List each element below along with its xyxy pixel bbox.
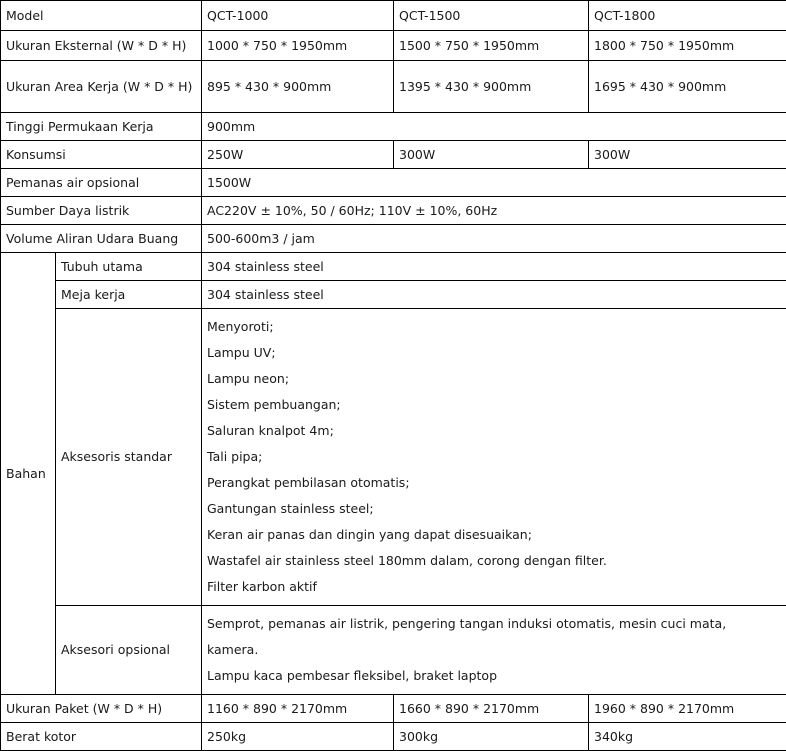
row-label-model: Model	[1, 1, 202, 31]
row-label-berat-kotor: Berat kotor	[1, 723, 202, 751]
table-row-meja-kerja	[1, 281, 786, 309]
row-label-aksesori-opsional: Aksesori opsional	[56, 606, 202, 695]
table-row-berat-kotor	[1, 723, 786, 751]
cell-ukuran-eksternal-qct1000: 1000 * 750 * 1950mm	[202, 31, 394, 61]
row-label-konsumsi: Konsumsi	[1, 141, 202, 169]
list-item: Lampu UV;	[207, 340, 780, 366]
cell-tinggi-permukaan-kerja-value: 900mm	[202, 113, 786, 141]
cell-model-qct1500: QCT-1500	[394, 1, 589, 31]
row-label-meja-kerja: Meja kerja	[56, 281, 202, 309]
table-row-volume-aliran-udara-buang	[1, 225, 786, 253]
cell-ukuran-area-kerja-qct1800: 1695 * 430 * 900mm	[589, 61, 786, 113]
table-row-tinggi-permukaan-kerja	[1, 113, 786, 141]
cell-aksesoris-standar-value	[202, 309, 786, 606]
cell-konsumsi-qct1500: 300W	[394, 141, 589, 169]
row-label-aksesoris-standar: Aksesoris standar	[56, 309, 202, 606]
table-row-ukuran-paket	[1, 695, 786, 723]
row-label-ukuran-eksternal: Ukuran Eksternal (W * D * H)	[1, 31, 202, 61]
aksesoris-standar-list	[207, 314, 780, 600]
cell-berat-kotor-qct1800: 340kg	[589, 723, 786, 751]
aksesori-opsional-list	[207, 611, 780, 689]
cell-konsumsi-qct1000: 250W	[202, 141, 394, 169]
cell-ukuran-paket-qct1000: 1160 * 890 * 2170mm	[202, 695, 394, 723]
table-row-sumber-daya-listrik	[1, 197, 786, 225]
cell-ukuran-area-kerja-qct1000: 895 * 430 * 900mm	[202, 61, 394, 113]
table-row-tubuh-utama	[1, 253, 786, 281]
table-row-aksesoris-standar	[1, 309, 786, 606]
row-label-ukuran-paket: Ukuran Paket (W * D * H)	[1, 695, 202, 723]
list-item: Saluran knalpot 4m;	[207, 418, 780, 444]
row-label-sumber-daya-listrik: Sumber Daya listrik	[1, 197, 202, 225]
row-label-tubuh-utama: Tubuh utama	[56, 253, 202, 281]
table-row-ukuran-area-kerja	[1, 61, 786, 113]
cell-volume-aliran-udara-buang-value: 500-600m3 / jam	[202, 225, 786, 253]
list-item: Menyoroti;	[207, 314, 780, 340]
list-item: Gantungan stainless steel;	[207, 496, 780, 522]
row-label-volume-aliran-udara-buang: Volume Aliran Udara Buang	[1, 225, 202, 253]
table-row-konsumsi	[1, 141, 786, 169]
cell-berat-kotor-qct1000: 250kg	[202, 723, 394, 751]
table-row-ukuran-eksternal	[1, 31, 786, 61]
row-label-ukuran-area-kerja: Ukuran Area Kerja (W * D * H)	[1, 61, 202, 113]
list-item: Filter karbon aktif	[207, 574, 780, 600]
list-item: Semprot, pemanas air listrik, pengering tangan induksi otomatis, mesin cuci mata, kamera.	[207, 611, 780, 663]
row-label-pemanas-air-opsional: Pemanas air opsional	[1, 169, 202, 197]
list-item: Wastafel air stainless steel 180mm dalam, corong dengan filter.	[207, 548, 780, 574]
cell-meja-kerja-value: 304 stainless steel	[202, 281, 786, 309]
table-row-pemanas-air-opsional	[1, 169, 786, 197]
list-item: Lampu kaca pembesar fleksibel, braket laptop	[207, 663, 780, 689]
cell-aksesori-opsional-value	[202, 606, 786, 695]
cell-sumber-daya-listrik-value: AC220V ± 10%, 50 / 60Hz; 110V ± 10%, 60Hz	[202, 197, 786, 225]
cell-ukuran-eksternal-qct1800: 1800 * 750 * 1950mm	[589, 31, 786, 61]
list-item: Keran air panas dan dingin yang dapat disesuaikan;	[207, 522, 780, 548]
row-label-bahan: Bahan	[1, 253, 56, 695]
cell-ukuran-paket-qct1800: 1960 * 890 * 2170mm	[589, 695, 786, 723]
cell-ukuran-area-kerja-qct1500: 1395 * 430 * 900mm	[394, 61, 589, 113]
cell-berat-kotor-qct1500: 300kg	[394, 723, 589, 751]
list-item: Lampu neon;	[207, 366, 780, 392]
cell-ukuran-paket-qct1500: 1660 * 890 * 2170mm	[394, 695, 589, 723]
list-item: Sistem pembuangan;	[207, 392, 780, 418]
list-item: Tali pipa;	[207, 444, 780, 470]
cell-pemanas-air-opsional-value: 1500W	[202, 169, 786, 197]
cell-model-qct1800: QCT-1800	[589, 1, 786, 31]
table-row-model	[1, 1, 786, 31]
cell-tubuh-utama-value: 304 stainless steel	[202, 253, 786, 281]
row-label-tinggi-permukaan-kerja: Tinggi Permukaan Kerja	[1, 113, 202, 141]
list-item: Perangkat pembilasan otomatis;	[207, 470, 780, 496]
cell-konsumsi-qct1800: 300W	[589, 141, 786, 169]
table-row-aksesori-opsional	[1, 606, 786, 695]
cell-ukuran-eksternal-qct1500: 1500 * 750 * 1950mm	[394, 31, 589, 61]
cell-model-qct1000: QCT-1000	[202, 1, 394, 31]
